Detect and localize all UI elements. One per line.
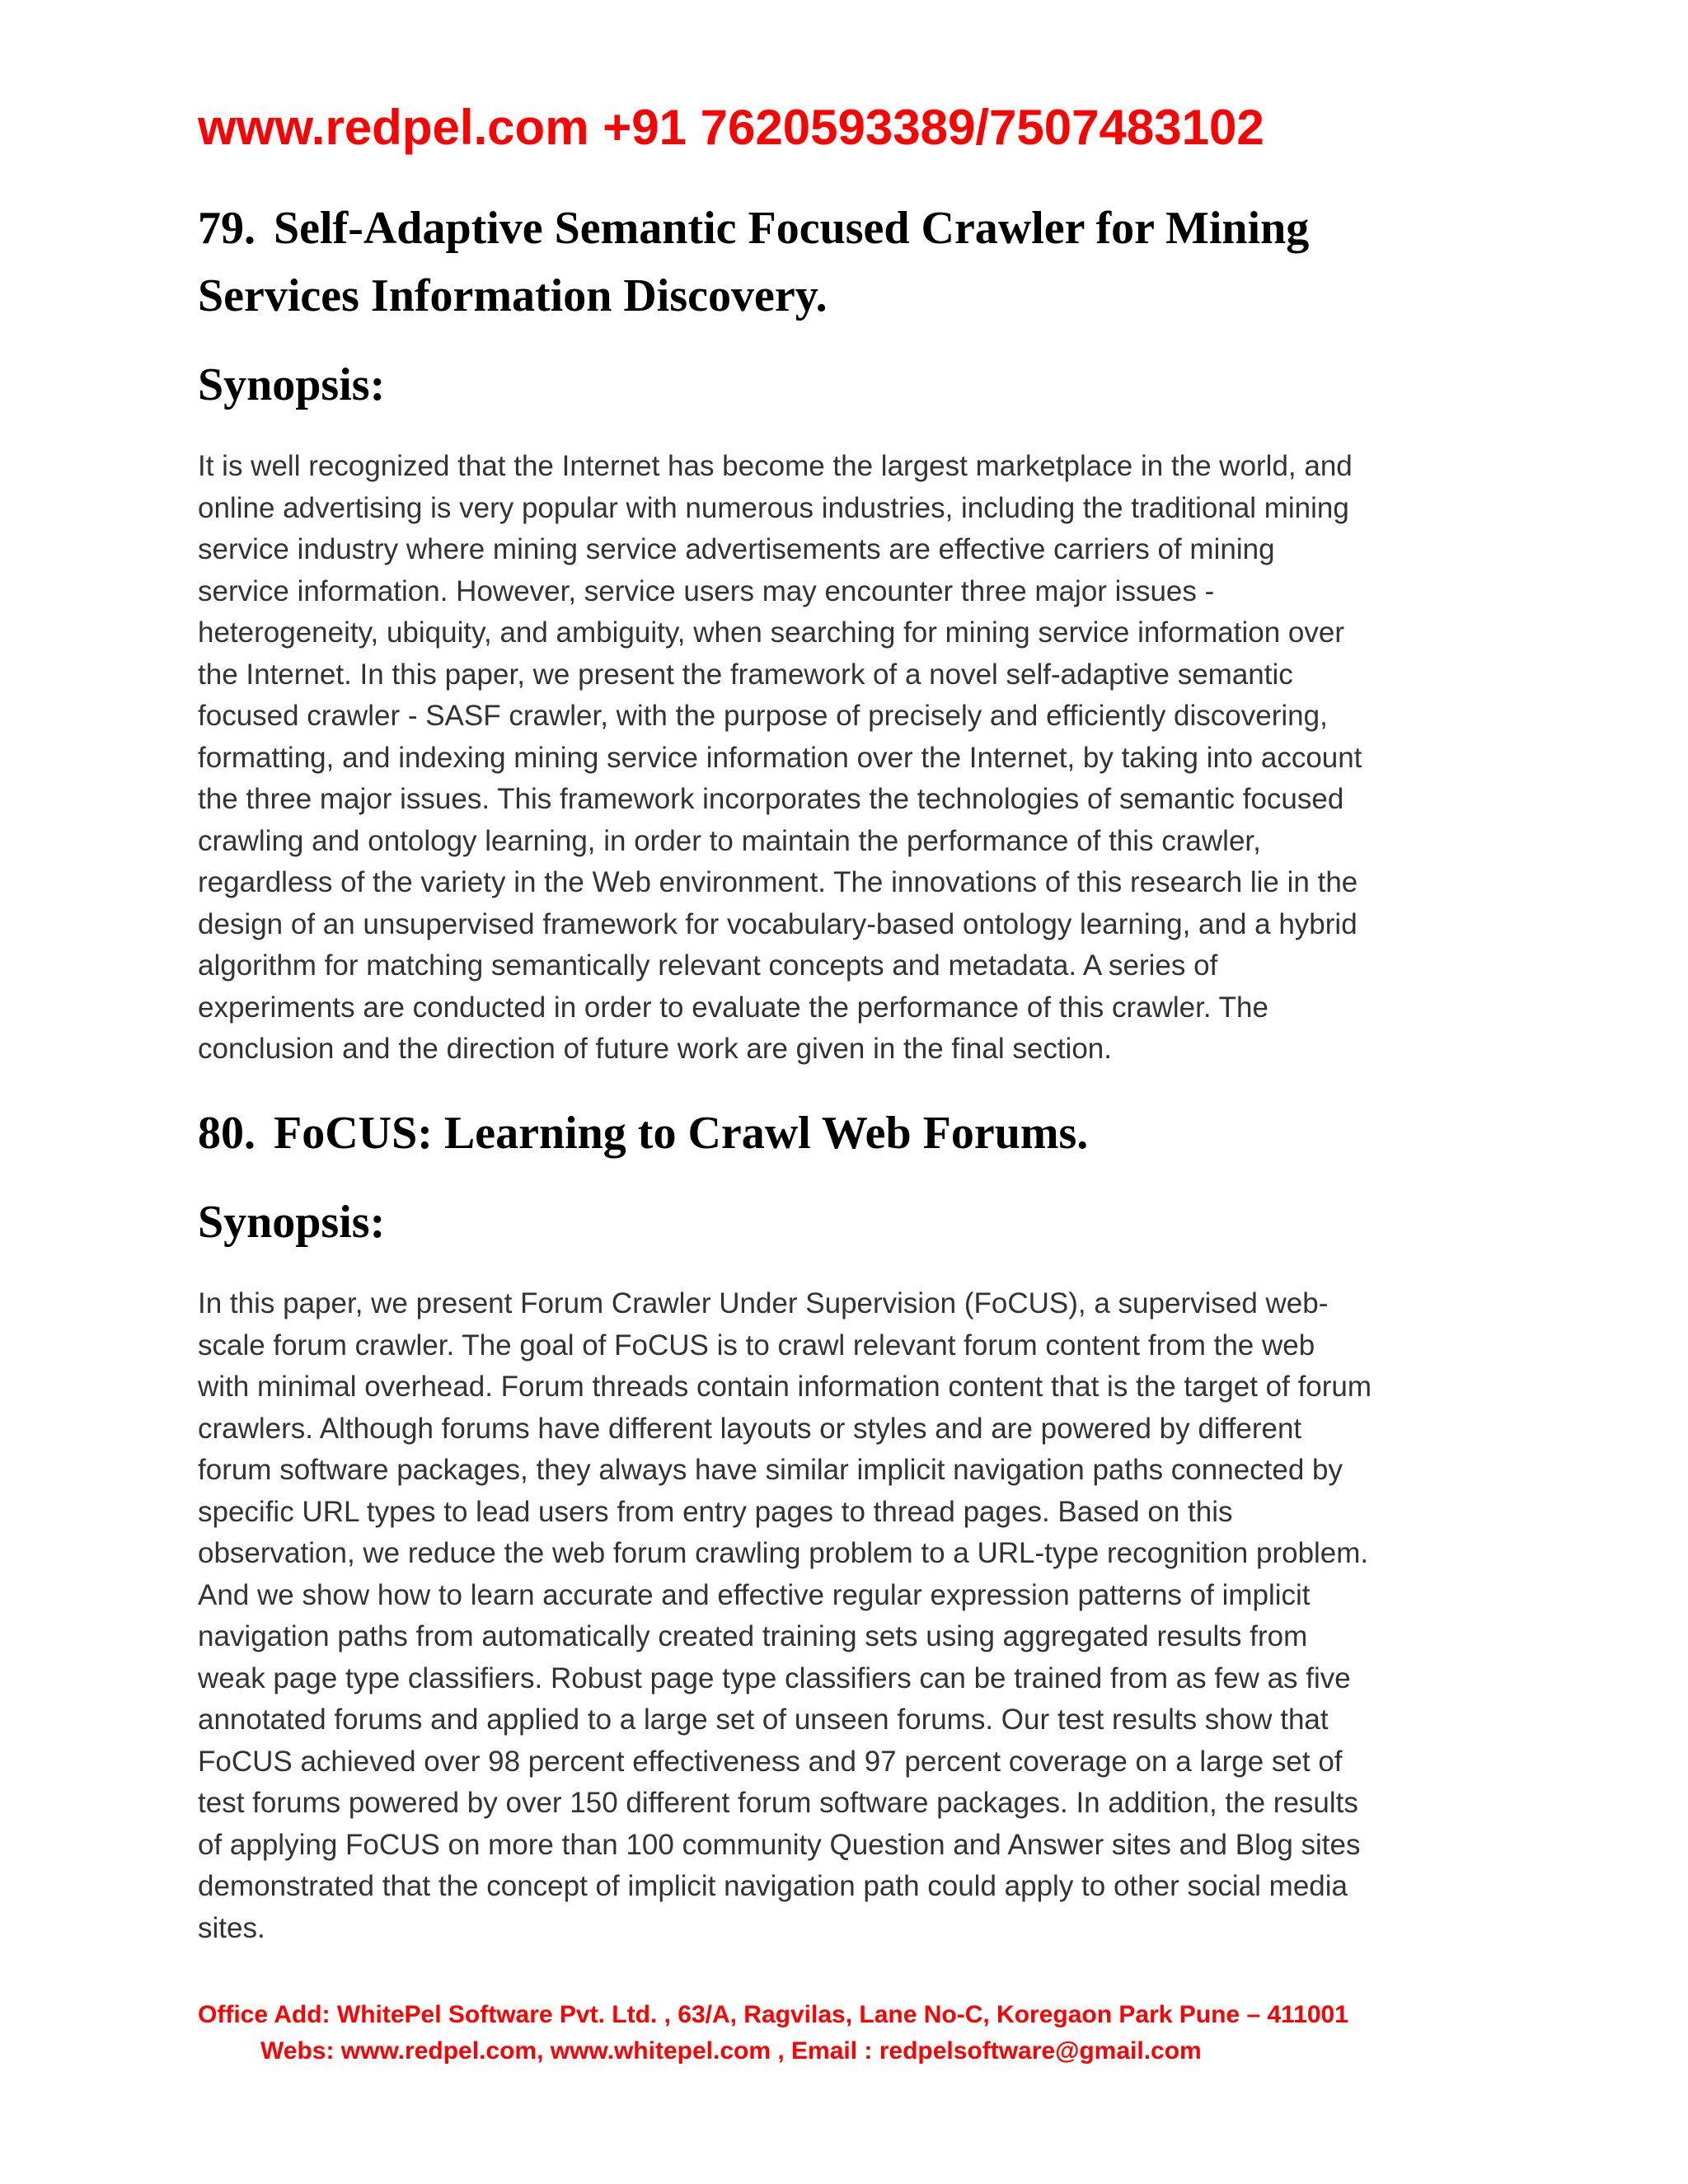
paragraph-line: the Internet. In this paper, we present the framework of a novel self-adaptive semantic bbox=[198, 658, 1293, 691]
paragraph-line: formatting, and indexing mining service information over the Internet, by taking into account bbox=[198, 741, 1362, 774]
section-title-line: Services Information Discovery. bbox=[198, 270, 828, 321]
paragraph-line: regardless of the variety in the Web environment. The innovations of this research lie in the bbox=[198, 866, 1358, 898]
paragraph-line: annotated forums and applied to a large set of unseen forums. Our test results show that bbox=[198, 1704, 1329, 1736]
paragraph-line: It is well recognized that the Internet has become the largest marketplace in the world, and bbox=[198, 450, 1353, 482]
synopsis-paragraph-80 bbox=[198, 1283, 1517, 1949]
paragraph-line: with minimal overhead. Forum threads contain information content that is the target of forum bbox=[198, 1371, 1372, 1403]
paragraph-line: online advertising is very popular with numerous industries, including the traditional mining bbox=[198, 491, 1349, 524]
paragraph-line: service information. However, service users may encounter three major issues - bbox=[198, 574, 1215, 607]
paragraph-line: test forums powered by over 150 different forum software packages. In addition, the results bbox=[198, 1787, 1358, 1819]
paragraph-line: algorithm for matching semantically relevant concepts and metadata. A series of bbox=[198, 949, 1218, 982]
paragraph-line: observation, we reduce the web forum crawling problem to a URL-type recognition problem. bbox=[198, 1537, 1369, 1569]
paragraph-line: sites. bbox=[198, 1911, 265, 1944]
footer-address: Office Add: WhitePel Software Pvt. Ltd. , 63/A, Ragvilas, Lane No-C, Koregaon Park Pune – 411001 bbox=[198, 2001, 1348, 2028]
synopsis-paragraph-79 bbox=[198, 446, 1517, 1071]
section-number: 79. bbox=[198, 203, 256, 254]
paragraph-line: conclusion and the direction of future work are given in the final section. bbox=[198, 1033, 1112, 1065]
footer-webs: Webs: www.redpel.com, www.whitepel.com , Email : redpelsoftware@gmail.com bbox=[260, 2037, 1202, 2064]
paragraph-line: specific URL types to lead users from entry pages to thread pages. Based on this bbox=[198, 1495, 1233, 1528]
synopsis-label: Synopsis: bbox=[198, 359, 386, 410]
section-title-79 bbox=[198, 194, 1517, 330]
paragraph-line: weak page type classifiers. Robust page type classifiers can be trained from as few as five bbox=[198, 1661, 1351, 1694]
paragraph-line: demonstrated that the concept of implicit navigation path could apply to other social media bbox=[198, 1870, 1348, 1902]
paragraph-line: FoCUS achieved over 98 percent effectiveness and 97 percent coverage on a large set of bbox=[198, 1745, 1343, 1778]
section-title-line: Self-Adaptive Semantic Focused Crawler for Mining bbox=[274, 203, 1310, 254]
paragraph-line: And we show how to learn accurate and effective regular expression patterns of implicit bbox=[198, 1578, 1311, 1611]
paragraph-line: forum software packages, they always have similar implicit navigation paths connected by bbox=[198, 1454, 1343, 1486]
paragraph-line: scale forum crawler. The goal of FoCUS is to crawl relevant forum content from the web bbox=[198, 1329, 1315, 1361]
paragraph-line: service industry where mining service advertisements are effective carriers of mining bbox=[198, 533, 1275, 565]
paragraph-line: crawling and ontology learning, in order to maintain the performance of this crawler, bbox=[198, 824, 1261, 857]
paragraph-line: experiments are conducted in order to evaluate the performance of this crawler. The bbox=[198, 991, 1268, 1024]
paragraph-line: crawlers. Although forums have different layouts or styles and are powered by different bbox=[198, 1412, 1302, 1445]
paragraph-line: the three major issues. This framework incorporates the technologies of semantic focused bbox=[198, 783, 1344, 815]
paragraph-line: focused crawler - SASF crawler, with the purpose of precisely and efficiently discovering, bbox=[198, 700, 1328, 732]
synopsis-label: Synopsis: bbox=[198, 1197, 386, 1248]
section-number: 80. bbox=[198, 1108, 256, 1159]
section-title-line: FoCUS: Learning to Crawl Web Forums. bbox=[274, 1108, 1089, 1159]
paragraph-line: navigation paths from automatically created training sets using aggregated results from bbox=[198, 1620, 1308, 1652]
paragraph-line: design of an unsupervised framework for vocabulary-based ontology learning, and a hybrid bbox=[198, 907, 1357, 940]
paragraph-line: In this paper, we present Forum Crawler Under Supervision (FoCUS), a supervised web- bbox=[198, 1287, 1329, 1319]
paragraph-line: of applying FoCUS on more than 100 community Question and Answer sites and Blog sites bbox=[198, 1828, 1361, 1861]
section-title-80 bbox=[198, 1099, 1517, 1167]
paragraph-line: heterogeneity, ubiquity, and ambiguity, when searching for mining service information over bbox=[198, 616, 1345, 649]
header-contact: www.redpel.com +91 7620593389/7507483102 bbox=[198, 100, 1264, 155]
